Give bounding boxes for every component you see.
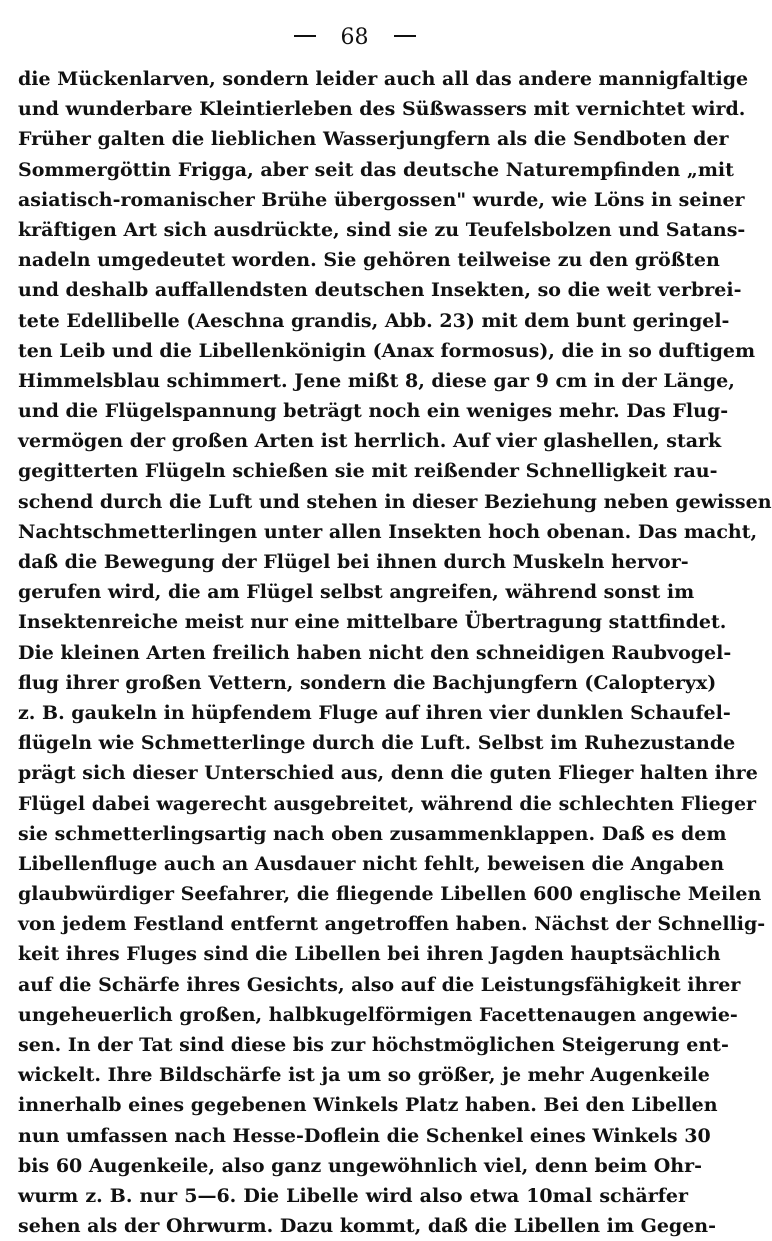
text-line: asiatisch-romanischer Brühe übergossen" wurde, wie Löns in seiner	[18, 188, 745, 211]
page-header	[0, 18, 709, 58]
text-line: ten Leib und die Libellenkönigin (Anax formosus), die in so duftigem	[18, 339, 756, 362]
text-line: Himmelsblau schimmert. Jene mißt 8, diese gar 9 cm in der Länge,	[18, 369, 735, 392]
body-text	[18, 64, 772, 1241]
text-line: Libellenfluge auch an Ausdauer nicht fehlt, beweisen die Angaben	[18, 852, 725, 875]
text-line: die Mückenlarven, sondern leider auch all das andere mannigfaltige	[18, 68, 749, 90]
page-number: 68	[340, 25, 369, 50]
text-line: flügeln wie Schmetterlinge durch die Luft. Selbst im Ruhezustande	[18, 732, 736, 755]
right-dash	[394, 35, 416, 37]
text-line: bis 60 Augenkeile, also ganz ungewöhnlich viel, denn beim Ohr-	[18, 1154, 703, 1177]
text-line: innerhalb eines gegebenen Winkels Platz haben. Bei den Libellen	[18, 1094, 718, 1117]
left-dash	[294, 35, 316, 37]
text-line: tete Edellibelle (Aeschna grandis, Abb. 23) mit dem bunt geringel-	[18, 309, 730, 332]
text-line: wickelt. Ihre Bildschärfe ist ja um so größer, je mehr Augenkeile	[18, 1064, 710, 1087]
text-line: auf die Schärfe ihres Gesichts, also auf die Leistungsfähigkeit ihrer	[18, 973, 741, 996]
text-line: daß die Bewegung der Flügel bei ihnen durch Muskeln hervor-	[18, 551, 689, 573]
text-line: keit ihres Fluges sind die Libellen bei ihren Jagden hauptsächlich	[18, 943, 721, 966]
text-line: vermögen der großen Arten ist herrlich. Auf vier glashellen, stark	[18, 430, 722, 453]
text-line: kräftigen Art sich ausdrückte, sind sie zu Teufelsbolzen und Satans-	[18, 218, 746, 241]
text-line: sehen als der Ohrwurm. Dazu kommt, daß die Libellen im Gegen-	[18, 1215, 716, 1238]
text-line: von jedem Festland entfernt angetroffen haben. Nächst der Schnellig-	[18, 913, 766, 936]
text-line: flug ihrer großen Vettern, sondern die Bachjungfern (Calopteryx)	[18, 671, 717, 694]
text-line: Früher galten die lieblichen Wasserjungfern als die Sendboten der	[18, 128, 729, 151]
text-line: schend durch die Luft und stehen in dieser Beziehung neben gewissen	[18, 490, 772, 513]
text-line: Sommergöttin Frigga, aber seit das deutsche Naturempfinden „mit	[18, 158, 734, 181]
text-line: sie schmetterlingsartig nach oben zusammenklappen. Daß es dem	[18, 822, 727, 845]
text-line: und wunderbare Kleintierleben des Süßwassers mit vernichtet wird.	[18, 98, 746, 121]
text-line: nadeln umgedeutet worden. Sie gehören teilweise zu den größten	[18, 249, 720, 272]
text-line: und deshalb auffallendsten deutschen Insekten, so die weit verbrei-	[18, 279, 742, 302]
text-line: Die kleinen Arten freilich haben nicht den schneidigen Raubvogel-	[18, 641, 732, 664]
text-line: wurm z. B. nur 5—6. Die Libelle wird also etwa 10mal schärfer	[18, 1184, 688, 1207]
text-line: z. B. gaukeln in hüpfendem Fluge auf ihren vier dunklen Schaufel-	[18, 701, 731, 724]
text-line: glaubwürdiger Seefahrer, die fliegende Libellen 600 englische Meilen	[18, 883, 762, 906]
text-line: nun umfassen nach Hesse-Doflein die Schenkel eines Winkels 30	[18, 1124, 711, 1147]
text-line: Flügel dabei wagerecht ausgebreitet, während die schlechten Flieger	[18, 792, 757, 815]
text-line: und die Flügelspannung beträgt noch ein weniges mehr. Das Flug-	[18, 400, 729, 423]
text-line: gegitterten Flügeln schießen sie mit reißender Schnelligkeit rau-	[18, 460, 718, 483]
text-line: Insektenreiche meist nur eine mittelbare Übertragung stattfindet.	[18, 611, 727, 634]
text-line: ungeheuerlich großen, halbkugelförmigen Facettenaugen angewie-	[18, 1003, 738, 1026]
text-line: gerufen wird, die am Flügel selbst angreifen, während sonst im	[18, 581, 695, 604]
text-line: Nachtschmetterlingen unter allen Insekten hoch obenan. Das macht,	[18, 520, 758, 543]
text-line: prägt sich dieser Unterschied aus, denn die guten Flieger halten ihre	[18, 762, 758, 785]
text-line: sen. In der Tat sind diese bis zur höchstmöglichen Steigerung ent-	[18, 1034, 729, 1056]
